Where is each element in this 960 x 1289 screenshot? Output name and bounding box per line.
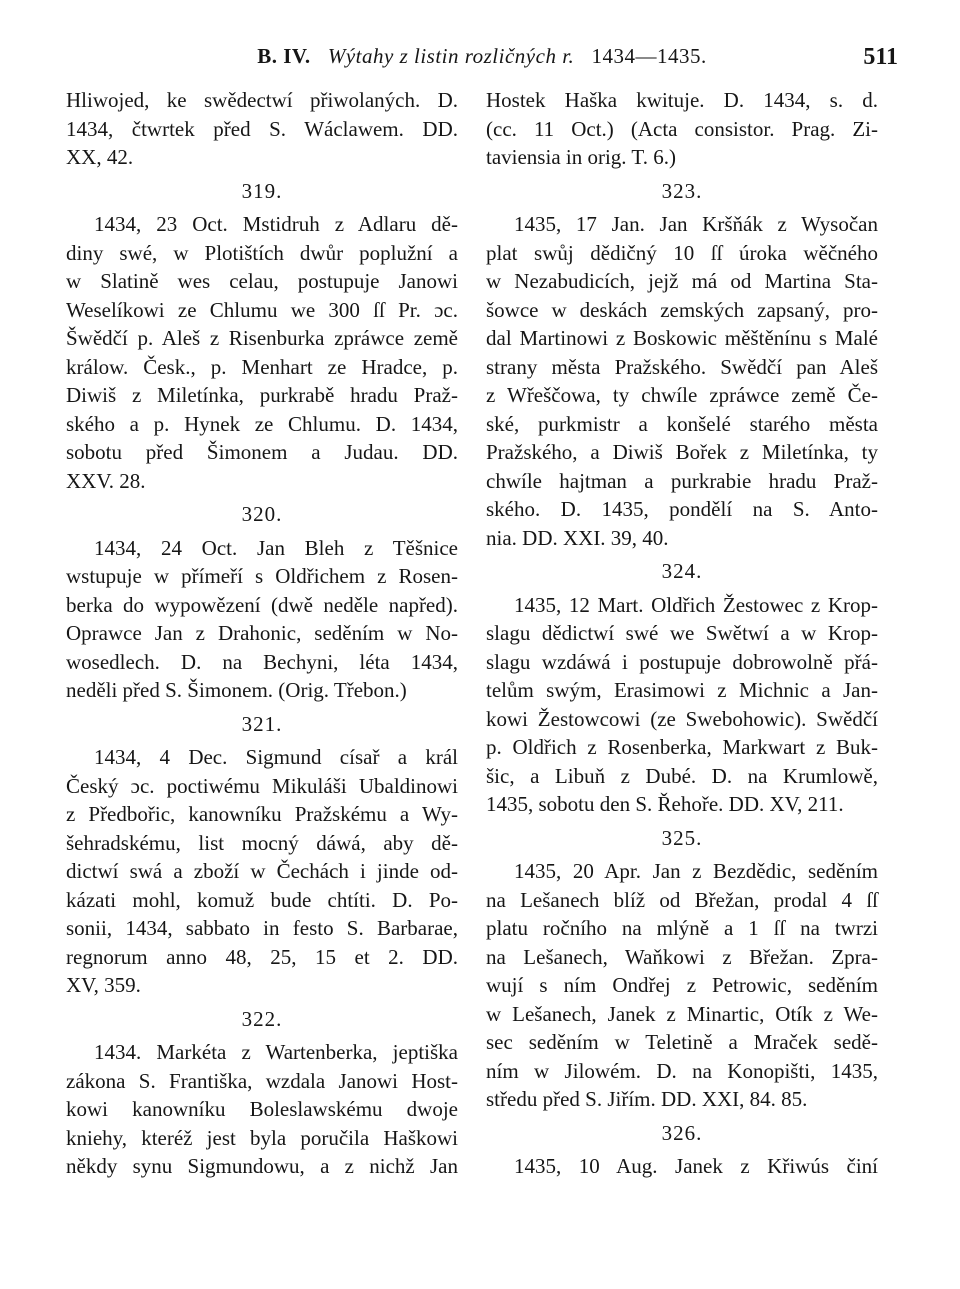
- entry-number: 326.: [661, 1120, 703, 1145]
- text-line: diny swé, w Plotištích dwůr poplužní a: [66, 240, 458, 265]
- text-line: wují s ním Ondřej z Petrowic, seděním: [486, 973, 878, 997]
- text-line: na Lešanech blíž od Břežan, prodal 4 ſſ: [486, 887, 878, 912]
- entry-number: 322.: [241, 1006, 283, 1031]
- text-line: Pražského, a Diwiš Bořek z Miletínka, ty: [486, 440, 878, 464]
- entry-number: 319.: [241, 178, 283, 203]
- running-head-italic: Wýtahy z listin rozličných r.: [327, 44, 575, 68]
- text-line: regnorum anno 48, 25, 15 et 2. DD.: [66, 944, 458, 969]
- entry-number: 324.: [661, 559, 703, 583]
- section-label: B. IV.: [257, 44, 311, 68]
- running-head-title: [66, 44, 898, 69]
- text-line: platu ročního na mlýně a 1 ſſ na twrzi: [486, 916, 878, 940]
- left-column: [66, 86, 458, 1181]
- text-line: chwíle hajtman a purkrabie hradu Praž-: [486, 468, 878, 493]
- text-line: na Lešanech, Waňkowi z Břežan. Zpra-: [486, 944, 878, 969]
- text-line: 1435, 20 Apr. Jan z Bezdědic, seděním: [514, 859, 878, 883]
- text-line: Hliwojed, ke swědectwí přiwolaných. D.: [66, 88, 458, 112]
- text-line: 1435, sobotu den S. Řehoře. DD. XV, 211.: [486, 792, 844, 816]
- text-line: 1435, 10 Aug. Janek z Křiwús činí: [514, 1154, 878, 1178]
- right-column: [486, 86, 878, 1181]
- text-line: ského a p. Hynek ze Chlumu. D. 1434,: [66, 411, 458, 436]
- text-line: dictwí swá a zboží w Čechách i jinde od-: [66, 859, 458, 883]
- text-line: 1434, 4 Dec. Sigmund císař a král: [94, 745, 458, 769]
- text-line: sec seděním w Teletině a Mraček sedě-: [486, 1030, 878, 1054]
- text-line: šehradskému, list mocný dáwá, aby dě-: [66, 830, 458, 855]
- text-line: plat swůj dědičný 10 ſſ úroka wěčného: [486, 240, 878, 265]
- text-line: taviensia in orig. T. 6.): [486, 145, 676, 169]
- text-line: kowi Žestowcowi (ze Swebohowic). Swědčí: [486, 706, 878, 731]
- text-line: z Předbořic, kanowníku Pražskému a Wy-: [66, 802, 458, 826]
- text-line: z Wřeščowa, ty chwíle zpráwce země Če-: [486, 383, 878, 407]
- text-line: 1434, 23 Oct. Mstidruh z Adlaru dě-: [94, 212, 458, 236]
- text-line: kniehy, kteréž jest byla poručila Haškowi: [66, 1125, 458, 1150]
- text-line: sobotu před Šimonem a Judau. DD.: [66, 440, 458, 464]
- text-line: telům swým, Erasimowi z Michnic a Jan-: [486, 678, 878, 702]
- text-line: Šwědčí p. Aleš z Risenburka zpráwce země: [66, 326, 458, 350]
- text-line: 1435, 12 Mart. Oldřich Žestowec z Krop-: [514, 592, 878, 617]
- text-line: w Slatině wes celau, postupuje Janowi: [66, 269, 458, 293]
- text-line: sonii, 1434, sabbato in festo S. Barbarae,: [66, 916, 458, 940]
- text-line: wosedlech. D. na Bechyni, léta 1434,: [66, 649, 458, 674]
- text-line: dal Martinowi z Boskowic měštěnínu s Malé: [486, 326, 878, 350]
- text-line: wstupuje w přímeří s Oldřichem z Rosen-: [66, 564, 458, 588]
- entry-number: 323.: [661, 178, 703, 203]
- text-line: (cc. 11 Oct.) (Acta consistor. Prag. Zi-: [486, 116, 878, 141]
- entry-number: 321.: [241, 711, 283, 736]
- text-line: XV, 359.: [66, 973, 141, 997]
- text-line: kowi kanowníku Boleslawskému dwoje: [66, 1097, 458, 1121]
- text-line: zákona S. Františka, wzdala Janowi Host-: [66, 1068, 458, 1093]
- text-line: nia. DD. XXI. 39, 40.: [486, 525, 669, 550]
- text-line: kázati mohl, komuž bude chtíti. D. Po-: [66, 887, 458, 912]
- text-line: šowce w deskách zemských zapsaný, pro-: [486, 297, 878, 322]
- text-line: středu před S. Jiřím. DD. XXI, 84. 85.: [486, 1087, 808, 1111]
- running-head-years: 1434—1435.: [591, 44, 707, 68]
- text-line: p. Oldřich z Rosenberka, Markwart z Buk-: [486, 735, 878, 759]
- text-line: ského. D. 1435, pondělí na S. Anto-: [486, 497, 878, 521]
- text-line: w Lešanech, Janek z Minartic, Otík z We-: [486, 1001, 878, 1026]
- text-line: Hostek Haška kwituje. D. 1434, s. d.: [486, 88, 878, 112]
- text-line: berka do wypowězení (dwě neděle napřed).: [66, 592, 458, 617]
- text-line: Český ɔc. poctiwému Mikuláši Ubaldinowi: [66, 773, 458, 798]
- text-line: Diwiš z Miletínka, purkrabě hradu Praž-: [66, 383, 458, 407]
- text-line: XXV. 28.: [66, 468, 146, 493]
- text-line: ské, purkmistr a konšelé starého města: [486, 411, 878, 436]
- text-line: ním w Jilowém. D. na Konopišti, 1435,: [486, 1058, 878, 1083]
- running-head: [66, 34, 898, 74]
- entry-number: 320.: [241, 502, 283, 526]
- text-line: w Nezabudicích, jejž má od Martina Sta-: [486, 269, 878, 293]
- text-line: slagu dědictwí swé we Swětwí a w Krop-: [486, 621, 878, 645]
- text-line: králow. Česk., p. Menhart ze Hradce, p.: [66, 354, 458, 379]
- text-line: strany města Pražského. Swědčí pan Aleš: [486, 354, 878, 379]
- text-line: Weselíkowi ze Chlumu we 300 ſſ Pr. ɔc.: [66, 297, 458, 322]
- text-line: někdy synu Sigmundowu, a z nichž Jan: [66, 1154, 458, 1178]
- page-number: 511: [863, 44, 898, 70]
- text-line: 1434. Markéta z Wartenberka, jeptiška: [94, 1040, 458, 1064]
- text-line: slagu wzdáwá i postupuje dobrowolně přá-: [486, 649, 878, 674]
- text-line: XX, 42.: [66, 145, 134, 169]
- text-line: neděli před S. Šimonem. (Orig. Třebon.): [66, 678, 407, 702]
- text-line: 1435, 17 Jan. Jan Kršňák z Wysočan: [514, 212, 878, 236]
- text-line: 1434, 24 Oct. Jan Bleh z Těšnice: [94, 535, 458, 560]
- text-line: 1434, čtwrtek před S. Wáclawem. DD.: [66, 116, 458, 141]
- entry-number: 325.: [661, 825, 703, 850]
- text-line: šic, a Libuň z Dubé. D. na Krumlowě,: [486, 763, 878, 788]
- text-line: Oprawce Jan z Drahonic, seděním w No-: [66, 621, 458, 645]
